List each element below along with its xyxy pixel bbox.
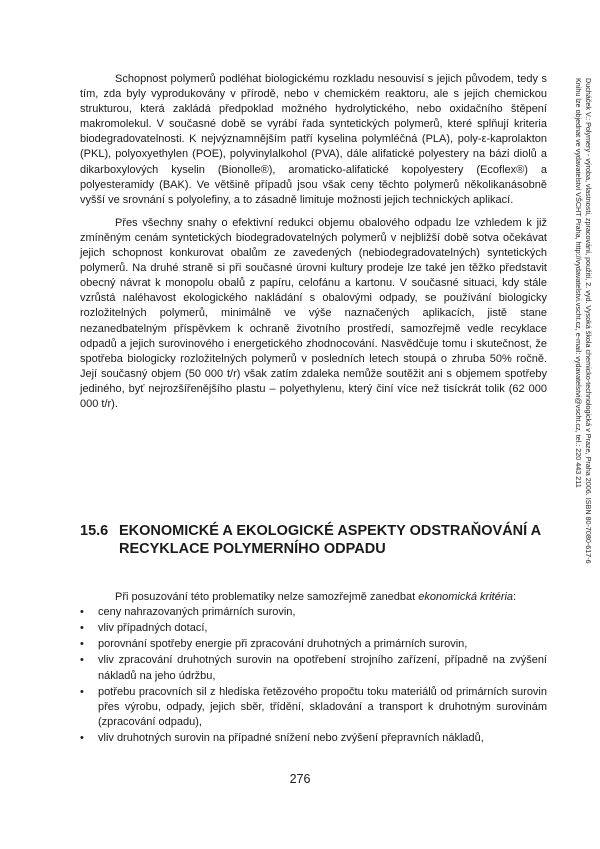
list-item: • vliv zpracování druhotných surovin na opotřebení strojního zařízení, případně na zvýšení nákladů na jeho údržbu, [80, 653, 547, 683]
list-item: • porovnání spotřeby energie při zpracování druhotných a primárních surovin, [80, 637, 547, 652]
criteria-intro [80, 590, 547, 605]
citation-line: Ducháček V.: Polymery - výroba, vlastnosti, zpracování, použití, 2. vyd. Vysoká škola chemicko-technologická v Praze, Praha 2006. ISBN 80-7080-617-6 [584, 78, 593, 564]
section-number: 15.6 [80, 523, 109, 540]
list-item: • potřebu pracovních sil z hlediska řetězového propočtu toku materiálů od primárních surovin přes výrobu, odpady, jejich sběr, třídění, skladování a transport k druhotným surovinám (zpracování odpadu), [80, 685, 547, 730]
paragraph-biodegradability: Schopnost polymerů podléhat biologickému rozkladu nesouvisí s jejich původem, tedy s tím, zda byly vyprodukovány v přírodě, nebo v chemickém reaktoru, ale s jejich chemickou strukturou, která zakládá předpoklad možného hydrolytického, nebo oxidačního štěpení makromolekul. V současné době se vyrábí řada syntetických polymerů, které splňují kriteria biodegradovatelnosti. K nejvýznamnějším patří kyselina polymléčná (PLA), poly-ε-kaprolakton (PKL), polyoxyethylen (POE), polyvinylalkohol (PVA), dále alifatické polyestery na bázi diolů a dikarboxylových kyselin (Bionolle®), aromaticko-alifatické kopolyestery (Ecoflex®) a polyesteramidy (BAK). Ve většině případů jsou však ceny těchto polymerů několikanásobně vyšší ve srovnání s polyolefiny, a to zásadně limituje možnosti jejich technických aplikací. [80, 73, 547, 206]
list-item: • vliv případných dotací, [80, 621, 547, 636]
criteria-intro-emphasis: ekonomická kritéria [418, 591, 514, 604]
criteria-list [80, 605, 547, 746]
citation-contact-line: Knihu lze objednat ve vydavatelství VŠCHT Praha, http://vydavatelstvi.vscht.cz, e-mail: vydavatelstvi@vscht.cz, tel.: 220 443 211 [574, 78, 583, 488]
citation-sidebar [563, 78, 593, 718]
page-number: 276 [289, 772, 311, 786]
section-heading [80, 522, 547, 558]
paragraph-packaging-waste: Přes všechny snahy o efektivní redukci objemu obalového odpadu lze vzhledem k již zmíněným cenám syntetických biodegradovatelných polymerů v nejbližší době sotva očekávat jejich schopnost konkurovat obalům ze zavedených (nebiodegradovatelných) syntetických polymerů. Na druhé straně si při současné úrovni kultury prodeje lze také jen těžko představit obecný návrat k monopolu obalů z papíru, celofánu a kartonu. V současné situaci, kdy stále vzrůstá naléhavost ekologického nakládání s obalovými odpady, se používání biologicky rozložitelných polymerů, minimálně ve výše naznačených aplikacích, jistě stane nezanedbatelným příspěvkem k ochraně životního prostředí, samozřejmě vedle recyklace odpadů a jejich surovinového i energetického zhodnocování. Nasvědčuje tomu i skutečnost, že spotřeba biologicky rozložitelných polymerů v posledních letech stoupá o zhruba 50% ročně. Její současný objem (50 000 t/r) však zatím zdaleka nemůže soutěžit ani s objemem spotřeby jediného, byť nejrozšířenějšího plastu – polyethylenu, který činí více než tisíckrát tolik (62 000 000 t/r). [80, 216, 547, 410]
list-item: • ceny nahrazovaných primárních surovin, [80, 605, 547, 620]
main-content [80, 72, 547, 747]
list-item: • vliv druhotných surovin na případné snížení nebo zvýšení přepravních nákladů, [80, 731, 547, 746]
section-title: EKONOMICKÉ A EKOLOGICKÉ ASPEKTY ODSTRAŇOVÁNÍ A RECYKLACE POLYMERNÍHO ODPADU [119, 523, 541, 558]
criteria-intro-tail: : [513, 591, 517, 604]
criteria-intro-lead: Při posuzování této problematiky nelze samozřejmě zanedbat [115, 591, 419, 604]
